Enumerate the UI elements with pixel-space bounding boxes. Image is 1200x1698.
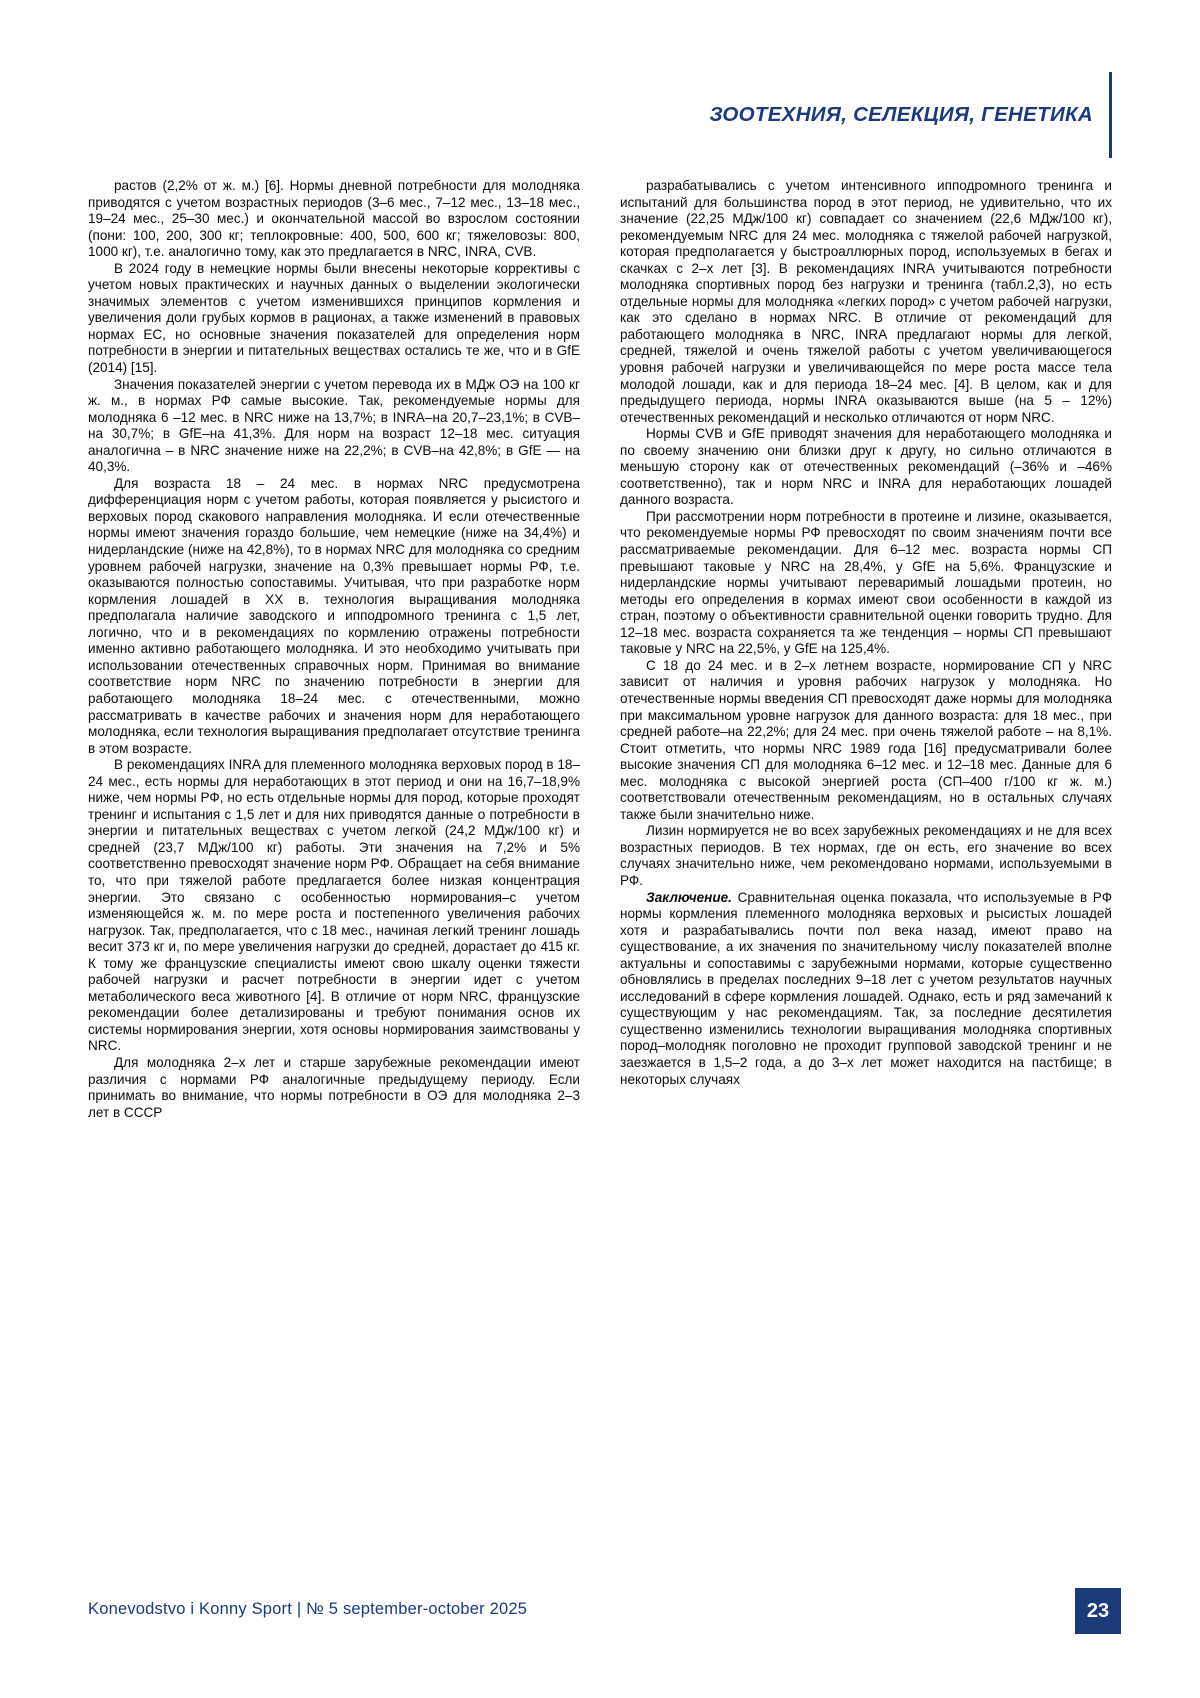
paragraph: разрабатывались с учетом интенсивного ипподромного тренинга и испытаний для большинства пород в этот период, не удивительно, что их значение (22,25 МДж/100 кг) совпадает со значением (22,6 МДж/100 кг), рекомендуемым NRC для 24 мес. молодняка с тяжелой рабочей нагрузкой, которая предполагается у быстроаллюрных пород, используемых в бегах и скачках с 2–х лет [3]. В рекомендациях INRA учитываются потребности молодняка спортивных пород без нагрузки и тренинга (табл.2,3), но есть отдельные нормы для молодняка «легких пород» с учетом рабочей нагрузки, как это сделано в нормах NRC. В отличие от рекомендаций для работающего молодняка в NRC, INRA предлагают нормы для легкой, средней, тяжелой и очень тяжелой работы с учетом увеличивающегося уровня рабочей нагрузки и увеличивающейся по мере роста массе тела молодой лошади, как и для периода 18–24 мес. [4]. В целом, как и для предыдущего периода, нормы INRA оказываются выше (на 5 – 12%) отечественных рекомендаций и несколько отличаются от норм NRC. [620, 178, 1112, 425]
page-number: 23 [1075, 1588, 1121, 1634]
section-title: ЗООТЕХНИЯ, СЕЛЕКЦИЯ, ГЕНЕТИКА [709, 103, 1093, 126]
header-rule [1109, 72, 1112, 158]
journal-info: Konevodstvo i Konny Sport | № 5 september-october 2025 [88, 1599, 528, 1618]
paragraph: С 18 до 24 мес. и в 2–х летнем возрасте, нормирование СП у NRC зависит от наличия и уровня рабочих нагрузок у молодняка. Но отечественные нормы введения СП превосходят даже нормы для молодняка при максимальном уровне нагрузок для данного возраста: для 18 мес., при средней работе–на 22,2%; для 24 мес. при очень тяжелой работе – на 8,1%. Стоит отметить, что нормы NRC 1989 года [16] предусматривали более высокие значения СП для молодняка 6–12 мес. и 12–18 мес. Данные для 6 мес. молодняка с высокой энергией роста (СП–400 г/100 кг ж. м.) соответствовали отечественным рекомендациям, но в остальных случаях также были значительно ниже. [620, 657, 1112, 822]
paragraph: При рассмотрении норм потребности в протеине и лизине, оказывается, что рекомендуемые нормы РФ превосходят по своим значениям почти все рассматриваемые рекомендации. Для 6–12 мес. возраста нормы СП превышают таковые у NRC на 28,4%, у GfE на 5,6%. Французские и нидерландские нормы учитывают переваримый лошадьми протеин, но методы его определения в кормах имеют свои особенности в каждой из стран, поэтому о объективности сравнительной оценки говорить трудно. Для 12–18 мес. возраста сохраняется та же тенденция – нормы СП превышают таковые у NRC на 22,5%, у GfE на 125,4%. [620, 508, 1112, 657]
paragraph: Для возраста 18 – 24 мес. в нормах NRC предусмотрена дифференциация норм с учетом работы, которая появляется у рысистого и верховых пород скакового направления молодняка. И если отечественные нормы имеют значения гораздо большие, чем немецкие (ниже на 34,4%) и нидерландские (ниже на 42,8%), то в нормах NRC для молодняка со средним уровнем рабочей нагрузки, значение на 0,3% превышает нормы РФ, т.е. оказываются полностью сопоставимы. Учитывая, что при разработке норм кормления лошадей в ХХ в. технология выращивания молодняка предполагала наличие заводского и ипподромного тренинга с 1,5 лет, логично, что и в рекомендациях по кормлению отражены потребности именно активно работающего молодняка. И это необходимо учитывать при использовании отечественных справочных норм. Принимая во внимание соответствие норм NRC по значению потребности в энергии для работающего молодняка 18–24 мес. с отечественными, можно рассматривать в качестве рабочих и значения норм для неработающего молодняка, если технология выращивания предполагает отсутствие тренинга в этом возрасте. [88, 475, 580, 756]
paragraph: Значения показателей энергии с учетом перевода их в МДж ОЭ на 100 кг ж. м., в нормах РФ самые высокие. Так, рекомендуемые нормы для молодняка 6 –12 мес. в NRC ниже на 13,7%; в INRA–на 20,7–23,1%; в CVB–на 30,7%; в GfE–на 41,3%. Для норм на возраст 12–18 мес. ситуация аналогична – в NRC значение ниже на 22,2%; в CVB–на 42,8%; в GfE — на 40,3%. [88, 376, 580, 475]
paragraph: Нормы CVB и GfE приводят значения для неработающего молодняка и по своему значению они близки друг к другу, но сильно отличаются в меньшую сторону как от отечественных рекомендаций (–36% и –46% соответственно), так и норм NRC и INRA для неработающих лошадей данного возраста. [620, 426, 1112, 508]
paragraph: В рекомендациях INRA для племенного молодняка верховых пород в 18– 24 мес., есть нормы для неработающих в этот период и они на 16,7–18,9% ниже, чем нормы РФ, но есть отдельные нормы для пород, которые проходят тренинг и испытания с 1,5 лет и для них приводятся данные о потребности в энергии и питательных веществах с учетом легкой (24,2 МДж/100 кг) и средней (23,7 МДж/100 кг) работы. Эти значения на 7,2% и 5% соответственно превосходят значение норм РФ. Обращает на себя внимание то, что при тяжелой работе предлагается более низкая концентрация энергии. Это связано с особенностью нормирования–с учетом изменяющейся ж. м. по мере роста и постепенного увеличения рабочих нагрузок. Так, предполагается, что с 18 мес., начиная легкий тренинг лошадь весит 373 кг и, по мере увеличения нагрузки до средней, дорастает до 415 кг. К тому же французские специалисты имеют свою шкалу оценки тяжести рабочей нагрузки и расчет потребности в энергии идет с учетом метаболического веса животного [4]. В отличие от норм NRC, французские рекомендации более детализированы и требуют понимания основ их системы нормирования энергии, хотя основы нормирования заимствованы у NRC. [88, 757, 580, 1054]
conclusion-label: Заключение. [646, 889, 732, 905]
paragraph: растов (2,2% от ж. м.) [6]. Нормы дневной потребности для молодняка приводятся с учетом возрастных периодов (3–6 мес., 7–12 мес., 13–18 мес., 19–24 мес., 25–30 мес.) и окончательной массой во взрослом состоянии (пони: 100, 200, 300 кг; теплокровные: 400, 500, 600 кг; тяжеловозы: 800, 1000 кг), т.е. аналогично тому, как это предлагается в NRC, INRA, CVB. [88, 178, 580, 260]
paragraph: Лизин нормируется не во всех зарубежных рекомендациях и не для всех возрастных периодов. В тех нормах, где он есть, его значение во всех случаях значительно ниже, чем рекомендовано нормами, используемыми в РФ. [620, 823, 1112, 888]
paragraph: В 2024 году в немецкие нормы были внесены некоторые коррективы с учетом новых практических и научных данных о выделении экологически значимых элементов с учетом изменившихся принципов кормления и увеличения доли грубых кормов в рационах, а также изменений в правовых нормах ЕС, но основные значения показателей для определения норм потребности в энергии и питательных веществах остались те же, что и в GfE (2014) [15]. [88, 260, 580, 376]
conclusion-text: Сравнительная оценка показала, что используемые в РФ нормы кормления племенного молодняка верховых и рысистых лошадей хотя и разрабатывались почти пол века назад, имеют право на существование, а их значения по значительному числу показателей вполне актуальны и сопоставимы с зарубежными нормами, которые существенно обновлялись в пределах последних 9–18 лет с учетом результатов научных исследований в сфере кормления лошадей. Однако, есть и ряд замечаний к существующим у нас рекомендациям. Так, за последние десятилетия существенно изменились технологии выращивания молодняка спортивных пород–молодняк поголовно не проходит групповой заводской тренинг и не заезжается в 1,5–2 года, а до 3–х лет может находится на пастбище; в некоторых случаях [620, 889, 1112, 1087]
right-column [620, 178, 1112, 1121]
page-footer [88, 1586, 1113, 1632]
page-header [352, 70, 1112, 160]
paragraph: Для молодняка 2–х лет и старше зарубежные рекомендации имеют различия с нормами РФ аналогичные предыдущему периоду. Если принимать во внимание, что нормы потребности в ОЭ для молодняка 2–3 лет в СССР [88, 1054, 580, 1120]
article-body [88, 178, 1113, 1121]
conclusion-paragraph [620, 890, 1112, 1089]
left-column [88, 178, 580, 1121]
